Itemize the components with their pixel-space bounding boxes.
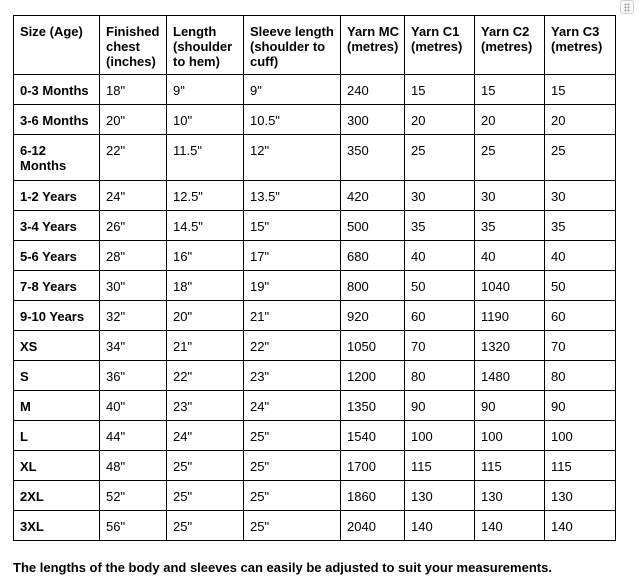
yarn-c2-cell: 1040 [475, 271, 545, 301]
length-cell: 12.5" [167, 181, 244, 211]
table-row [14, 241, 616, 271]
yarn-c1-cell: 100 [405, 421, 475, 451]
yarn-c2-cell: 140 [475, 511, 545, 541]
yarn-c3-cell: 100 [545, 421, 616, 451]
length-cell: 25" [167, 481, 244, 511]
length-cell: 25" [167, 511, 244, 541]
chest-cell: 26" [100, 211, 167, 241]
size-cell: XS [14, 331, 100, 361]
yarn-c2-cell: 1320 [475, 331, 545, 361]
yarn-c2-cell: 90 [475, 391, 545, 421]
sleeve-cell: 21" [244, 301, 341, 331]
table-row [14, 331, 616, 361]
sleeve-cell: 25" [244, 451, 341, 481]
table-row [14, 105, 616, 135]
table-row [14, 271, 616, 301]
yarn-c3-cell: 80 [545, 361, 616, 391]
chest-cell: 52" [100, 481, 167, 511]
yarn-c2-cell: 15 [475, 75, 545, 105]
header-length: Length (shoulder to hem) [167, 16, 244, 75]
yarn-c1-cell: 60 [405, 301, 475, 331]
header-sleeve: Sleeve length (shoulder to cuff) [244, 16, 341, 75]
yarn-mc-cell: 350 [341, 135, 405, 181]
header-yarn-c2: Yarn C2 (metres) [475, 16, 545, 75]
yarn-mc-cell: 420 [341, 181, 405, 211]
yarn-c2-cell: 40 [475, 241, 545, 271]
header-size: Size (Age) [14, 16, 100, 75]
chest-cell: 30" [100, 271, 167, 301]
yarn-c2-cell: 1480 [475, 361, 545, 391]
length-cell: 18" [167, 271, 244, 301]
yarn-c1-cell: 115 [405, 451, 475, 481]
yarn-c3-cell: 140 [545, 511, 616, 541]
yarn-c3-cell: 15 [545, 75, 616, 105]
chest-cell: 36" [100, 361, 167, 391]
yarn-mc-cell: 2040 [341, 511, 405, 541]
size-cell: 3-6 Months [14, 105, 100, 135]
yarn-c3-cell: 30 [545, 181, 616, 211]
header-chest: Finished chest (inches) [100, 16, 167, 75]
size-cell: L [14, 421, 100, 451]
size-cell: XL [14, 451, 100, 481]
chest-cell: 32" [100, 301, 167, 331]
length-cell: 20" [167, 301, 244, 331]
sleeve-cell: 25" [244, 511, 341, 541]
length-cell: 11.5" [167, 135, 244, 181]
yarn-c3-cell: 60 [545, 301, 616, 331]
yarn-mc-cell: 300 [341, 105, 405, 135]
size-cell: 3-4 Years [14, 211, 100, 241]
sleeve-cell: 24" [244, 391, 341, 421]
header-yarn-mc: Yarn MC (metres) [341, 16, 405, 75]
chest-cell: 56" [100, 511, 167, 541]
size-cell: 2XL [14, 481, 100, 511]
size-cell: 5-6 Years [14, 241, 100, 271]
size-chart-body [14, 75, 616, 541]
drag-handle-icon[interactable] [620, 0, 634, 14]
yarn-c3-cell: 70 [545, 331, 616, 361]
yarn-mc-cell: 500 [341, 211, 405, 241]
yarn-c2-cell: 25 [475, 135, 545, 181]
chest-cell: 24" [100, 181, 167, 211]
yarn-c1-cell: 130 [405, 481, 475, 511]
size-cell: 3XL [14, 511, 100, 541]
length-cell: 10" [167, 105, 244, 135]
size-cell: 0-3 Months [14, 75, 100, 105]
length-cell: 25" [167, 451, 244, 481]
chest-cell: 18" [100, 75, 167, 105]
header-yarn-c1: Yarn C1 (metres) [405, 16, 475, 75]
yarn-c3-cell: 50 [545, 271, 616, 301]
yarn-c2-cell: 115 [475, 451, 545, 481]
chest-cell: 22" [100, 135, 167, 181]
table-row [14, 181, 616, 211]
size-cell: 7-8 Years [14, 271, 100, 301]
size-cell: 9-10 Years [14, 301, 100, 331]
chest-cell: 48" [100, 451, 167, 481]
yarn-mc-cell: 1700 [341, 451, 405, 481]
header-row [14, 16, 616, 75]
size-chart-table [13, 15, 616, 541]
yarn-c2-cell: 35 [475, 211, 545, 241]
yarn-mc-cell: 1050 [341, 331, 405, 361]
yarn-mc-cell: 800 [341, 271, 405, 301]
table-row [14, 75, 616, 105]
table-row [14, 481, 616, 511]
sleeve-cell: 22" [244, 331, 341, 361]
yarn-c1-cell: 25 [405, 135, 475, 181]
yarn-c1-cell: 35 [405, 211, 475, 241]
chest-cell: 44" [100, 421, 167, 451]
yarn-c1-cell: 20 [405, 105, 475, 135]
size-cell: 1-2 Years [14, 181, 100, 211]
sleeve-cell: 9" [244, 75, 341, 105]
table-row [14, 135, 616, 181]
yarn-mc-cell: 1200 [341, 361, 405, 391]
adjustment-note: The lengths of the body and sleeves can easily be adjusted to suit your measurements. [13, 560, 552, 575]
length-cell: 22" [167, 361, 244, 391]
sleeve-cell: 10.5" [244, 105, 341, 135]
yarn-c2-cell: 30 [475, 181, 545, 211]
yarn-c1-cell: 70 [405, 331, 475, 361]
yarn-c3-cell: 25 [545, 135, 616, 181]
yarn-c1-cell: 140 [405, 511, 475, 541]
yarn-c3-cell: 130 [545, 481, 616, 511]
chest-cell: 28" [100, 241, 167, 271]
yarn-c1-cell: 80 [405, 361, 475, 391]
length-cell: 24" [167, 421, 244, 451]
yarn-mc-cell: 1540 [341, 421, 405, 451]
yarn-c2-cell: 1190 [475, 301, 545, 331]
yarn-mc-cell: 1350 [341, 391, 405, 421]
length-cell: 23" [167, 391, 244, 421]
header-yarn-c3: Yarn C3 (metres) [545, 16, 616, 75]
length-cell: 14.5" [167, 211, 244, 241]
length-cell: 21" [167, 331, 244, 361]
table-row [14, 511, 616, 541]
yarn-mc-cell: 920 [341, 301, 405, 331]
size-cell: 6-12 Months [14, 135, 100, 181]
table-row [14, 361, 616, 391]
yarn-c1-cell: 90 [405, 391, 475, 421]
table-row [14, 391, 616, 421]
yarn-c1-cell: 50 [405, 271, 475, 301]
yarn-mc-cell: 240 [341, 75, 405, 105]
sleeve-cell: 12" [244, 135, 341, 181]
table-row [14, 211, 616, 241]
table-row [14, 451, 616, 481]
sleeve-cell: 17" [244, 241, 341, 271]
sleeve-cell: 15" [244, 211, 341, 241]
table-row [14, 421, 616, 451]
sleeve-cell: 19" [244, 271, 341, 301]
chest-cell: 40" [100, 391, 167, 421]
yarn-c2-cell: 130 [475, 481, 545, 511]
yarn-c2-cell: 100 [475, 421, 545, 451]
table-row [14, 301, 616, 331]
sleeve-cell: 25" [244, 421, 341, 451]
sleeve-cell: 25" [244, 481, 341, 511]
yarn-c3-cell: 90 [545, 391, 616, 421]
yarn-c1-cell: 30 [405, 181, 475, 211]
yarn-c3-cell: 40 [545, 241, 616, 271]
yarn-c2-cell: 20 [475, 105, 545, 135]
yarn-c3-cell: 115 [545, 451, 616, 481]
length-cell: 9" [167, 75, 244, 105]
yarn-c1-cell: 40 [405, 241, 475, 271]
chest-cell: 34" [100, 331, 167, 361]
yarn-c1-cell: 15 [405, 75, 475, 105]
chest-cell: 20" [100, 105, 167, 135]
sleeve-cell: 13.5" [244, 181, 341, 211]
yarn-mc-cell: 1860 [341, 481, 405, 511]
yarn-c3-cell: 35 [545, 211, 616, 241]
sleeve-cell: 23" [244, 361, 341, 391]
yarn-c3-cell: 20 [545, 105, 616, 135]
size-cell: M [14, 391, 100, 421]
length-cell: 16" [167, 241, 244, 271]
drag-dots [624, 3, 630, 12]
yarn-mc-cell: 680 [341, 241, 405, 271]
size-cell: S [14, 361, 100, 391]
